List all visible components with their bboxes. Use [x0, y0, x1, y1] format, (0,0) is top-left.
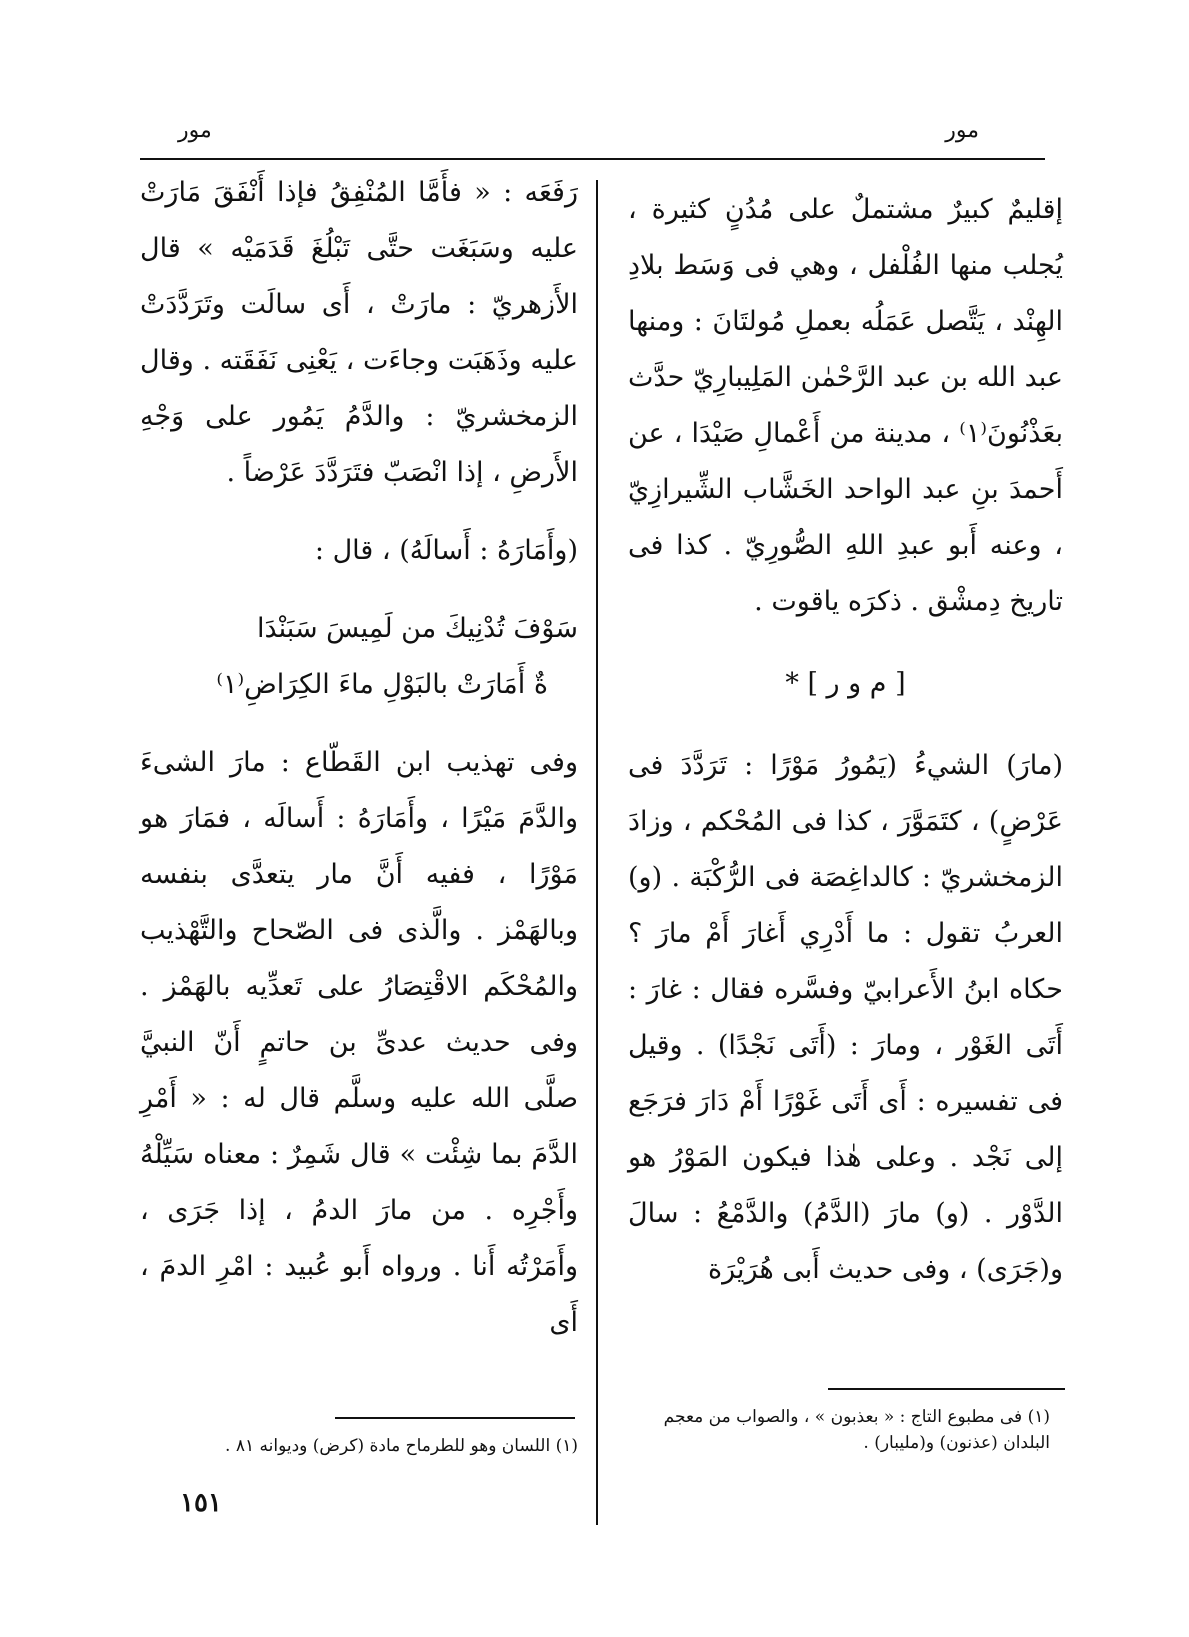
- paragraph-gap: [140, 579, 578, 601]
- entry-heading: [ م و ر ] *: [785, 668, 906, 699]
- verse-line-1: سَوْفَ تُدْنِيكَ من لَمِيسَ سَبَنْدَا: [256, 613, 578, 644]
- column-divider: [596, 180, 598, 1525]
- page-number: ١٥١: [180, 1488, 222, 1518]
- left-column-paragraph-3: وفى تهذيب ابن القَطّاع : مارَ الشىءَ والدَّمَ مَيْرًا ، وأَمَارَهُ : أَسالَه ، فمَارَ هو مَوْرًا ، ففيه أَنَّ مار يتعدَّى بنفسه وبالهَمْز . والَّذى فى الصّحاح والتَّهْذيب والمُحْكَم الاقْتِصَارُ على تَعدِّيه بالهَمْز . وفى حديث عدىِّ بن حاتمٍ أَنّ النبيَّ صلَّى الله عليه وسلَّم قال له : « أَمْرِ الدَّمَ بما شِئْت » قال شَمِرٌ : معناه سَيِّلْهُ وأَجْرِه . من مارَ الدمُ ، إذا جَرَى ، وأَمَرْتُه أَنا . ورواه أَبو عُبيد : امْرِ الدمَ ، أَى: [140, 747, 578, 1338]
- running-head-left: مور: [178, 118, 212, 143]
- verse-line-2: ةٌ أَمَارَتْ بالبَوْلِ ماءَ الكِرَاضِ⁽١⁾: [216, 669, 548, 700]
- paragraph-gap: [140, 501, 578, 523]
- header-rule: [140, 158, 1045, 160]
- right-column-paragraph-2: (مارَ) الشيءُ (يَمُورُ مَوْرًا : تَرَدَّدَ فى عَرْضٍ) ، كتَمَوَّرَ ، كذا فى المُحْكم ، وزادَ الزمخشريّ : كالداغِصَة فى الرُّكْبَة . (و) العربُ تقول : ما أَدْرِي أَغارَ أَمْ مارَ ؟ حكاه ابنُ الأَعرابيّ وفسَّره فقال : غارَ : أَتَى الغَوْر ، ومارَ : (أَتَى نَجْدًا) . وقيل فى تفسيره : أَى أَتَى غَوْرًا أَمْ دَارَ فرَجَع إلى نَجْد . وعلى هٰذا فيكون المَوْرُ هو الدَّوْر . (و) مارَ (الدَّمُ) والدَّمْعُ : سالَ و(جَرَى) ، وفى حديث أَبى هُرَيْرَة: [628, 750, 1063, 1285]
- footnote-right: (١) فى مطبوع التاج : « بعذبون » ، والصواب من معجم البلدان (عذنون) و(مليبار) .: [663, 1407, 1050, 1453]
- left-column-paragraph-1: رَفَعَه : « فأَمَّا المُنْفِقُ فإذا أَنْفَقَ مَارَتْ عليه وسَبَغَت حتَّى تَبْلُغَ قَدَمَيْه » قال الأَزهريّ : مارَتْ ، أَى سالَت وتَرَدَّدَتْ عليه وذَهَبَت وجاءَت ، يَعْنِى نَفَقَته . وقال الزمخشريّ : والدَّمُ يَمُور على وَجْهِ الأَرضِ ، إذا انْصَبّ فتَرَدَّدَ عَرْضاً .: [140, 177, 578, 488]
- right-column-paragraph-1: إقليمٌ كبيرٌ مشتملٌ على مُدُنٍ كثيرة ، يُجلب منها الفُلْفل ، وهي فى وَسَط بلادِ الهِنْد ، يَتَّصل عَمَلُه بعملِ مُولتَانَ : ومنها عبد الله بن عبد الرَّحْمٰن المَلِيبارِيّ حدَّث بعَذْنُونَ⁽١⁾ ، مدينة من أَعْمالِ صَيْدَا ، عن أَحمدَ بنِ عبد الواحد الخَشَّاب الشِّيرازِيّ ، وعنه أَبو عبدِ اللهِ الصُّورِيّ . كذا فى تاريخ دِمشْق . ذكرَه ياقوت .: [628, 194, 1063, 617]
- right-column: [628, 182, 1063, 1298]
- footnote-rule-right: [828, 1388, 1065, 1390]
- left-column-paragraph-2: (وأَمَارَهُ : أَسالَهُ) ، قال :: [314, 535, 578, 566]
- running-head-right: مور: [945, 118, 979, 143]
- paragraph-gap: [140, 713, 578, 735]
- footnote-rule-left: [335, 1417, 575, 1419]
- left-column: [140, 165, 578, 1351]
- footnote-left: (١) اللسان وهو للطرماح مادة (كرض) وديوانه ٨١ .: [225, 1436, 578, 1456]
